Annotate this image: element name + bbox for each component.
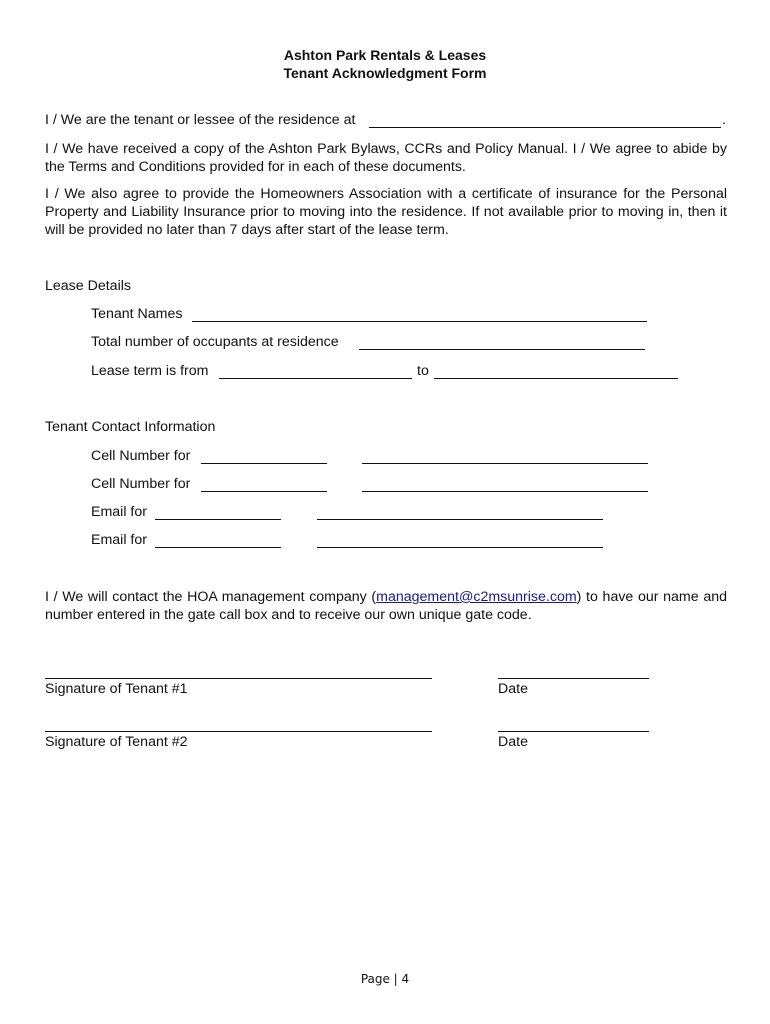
bylaws-paragraph: I / We have received a copy of the Ashton Park Bylaws, CCRs and Policy Manual. I / We agree to abide by the Terms and Conditions provided for in each of these documents. — [45, 141, 727, 175]
email1-address-field[interactable] — [317, 519, 603, 520]
residence-label: I / We are the tenant or lessee of the residence at — [45, 112, 356, 128]
lease-start-field[interactable] — [219, 378, 412, 379]
date1-label: Date — [498, 681, 528, 697]
signature-tenant1-field[interactable] — [45, 678, 432, 679]
date2-field[interactable] — [498, 731, 649, 732]
cell1-label: Cell Number for — [91, 448, 191, 464]
tenant-names-label: Tenant Names — [91, 306, 183, 322]
cell1-name-field[interactable] — [201, 463, 327, 464]
cell2-name-field[interactable] — [201, 491, 327, 492]
lease-end-field[interactable] — [434, 378, 678, 379]
hoa-paragraph — [45, 588, 727, 624]
signature-tenant1-label: Signature of Tenant #1 — [45, 681, 188, 697]
residence-statement — [45, 112, 355, 128]
lease-details-heading: Lease Details — [45, 278, 131, 294]
email1-label: Email for — [91, 504, 147, 520]
date1-field[interactable] — [498, 678, 649, 679]
form-title: Ashton Park Rentals & Leases — [283, 47, 487, 63]
date2-label: Date — [498, 734, 528, 750]
cell1-number-field[interactable] — [362, 463, 648, 464]
hoa-email-link[interactable]: management@c2msunrise.com — [376, 589, 577, 605]
email2-label: Email for — [91, 532, 147, 548]
lease-term-to-label: to — [417, 363, 429, 379]
insurance-paragraph: I / We also agree to provide the Homeowners Association with a certificate of insurance for the Personal Property and Liability Insurance prior to moving into the residence. If not available prior to moving in, then it will be provided no later than 7 days after start of the lease term. — [45, 186, 727, 238]
page-number: Page | 4 — [360, 972, 410, 986]
hoa-text-after: ) to have our name and number entered in the gate call box and to receive our own unique gate code. — [45, 589, 727, 623]
signature-tenant2-field[interactable] — [45, 731, 432, 732]
signature-tenant2-label: Signature of Tenant #2 — [45, 734, 188, 750]
tenant-names-field[interactable] — [192, 321, 647, 322]
email2-name-field[interactable] — [155, 547, 281, 548]
residence-address-field[interactable] — [369, 127, 721, 128]
residence-period: . — [722, 112, 726, 128]
email2-address-field[interactable] — [317, 547, 603, 548]
hoa-text-before: I / We will contact the HOA management company ( — [45, 589, 377, 605]
cell2-number-field[interactable] — [362, 491, 648, 492]
lease-term-from-label: Lease term is from — [91, 363, 209, 379]
email1-name-field[interactable] — [155, 519, 281, 520]
cell2-label: Cell Number for — [91, 476, 191, 492]
occupants-label: Total number of occupants at residence — [91, 334, 339, 350]
occupants-field[interactable] — [359, 349, 645, 350]
contact-heading: Tenant Contact Information — [45, 419, 216, 435]
form-subtitle: Tenant Acknowledgment Form — [283, 65, 487, 81]
